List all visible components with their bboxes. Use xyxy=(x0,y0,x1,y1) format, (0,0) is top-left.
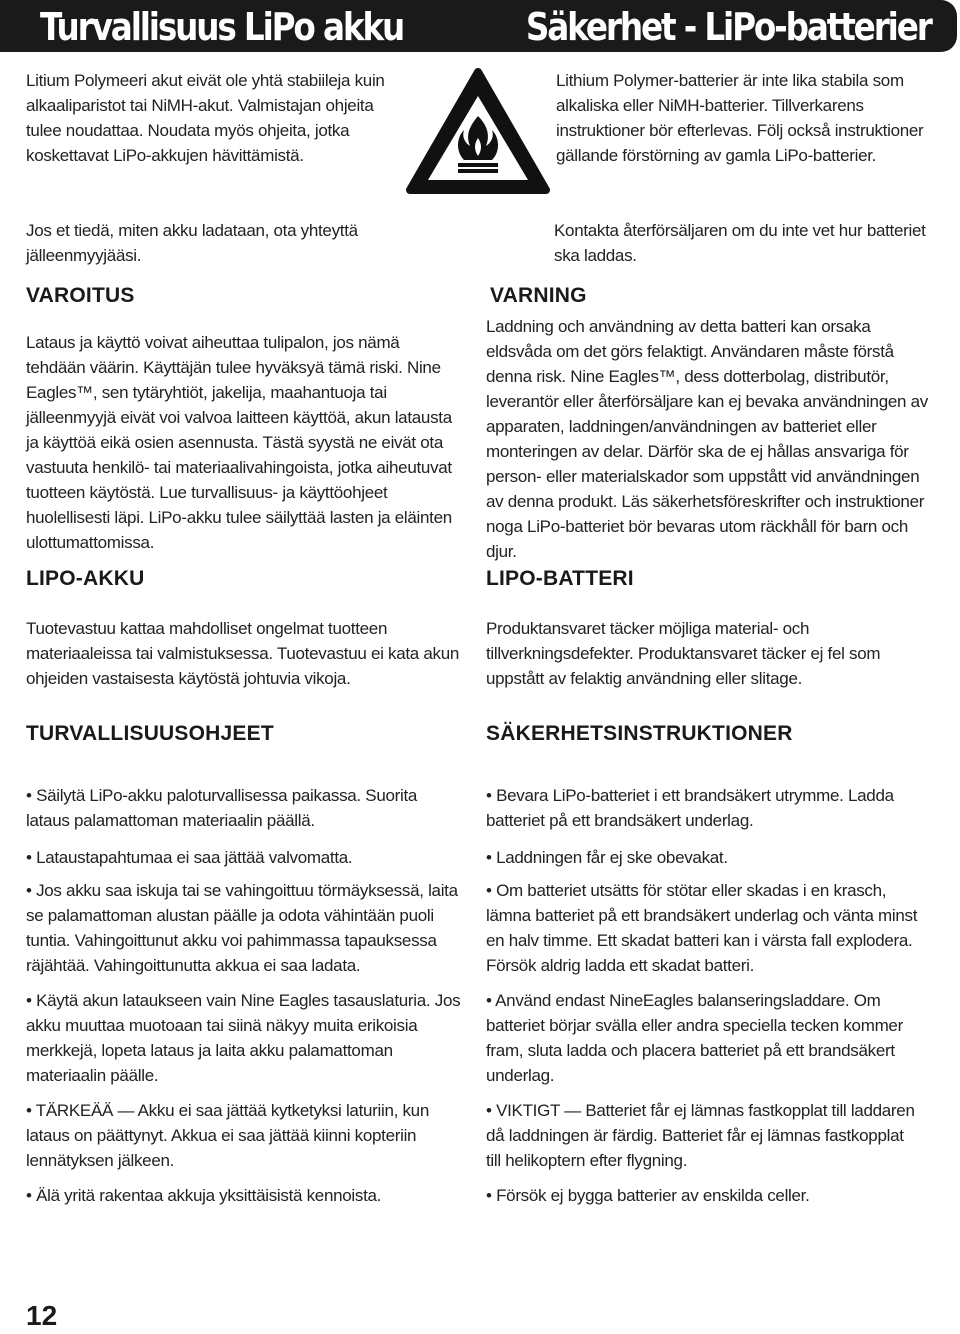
fi-bullet-6: • Älä yritä rakentaa akkuja yksittäisistä kennoista. xyxy=(26,1183,462,1208)
fi-bullet-2: • Lataustapahtumaa ei saa jättää valvomatta. xyxy=(26,845,462,870)
sv-intro: Lithium Polymer-batterier är inte lika stabila som alkaliska eller NiMH-batterier. Tillverkarens instruktioner bör efterlevas. Följ också instruktioner gällande förstörning av gamla LiPo-batterier. xyxy=(556,71,924,165)
sv-warning-heading: VARNING xyxy=(490,284,587,307)
fi-bullet-5: • TÄRKEÄÄ — Akku ei saa jättää kytketyksi laturiin, kun lataus on päättynyt. Akkua ei saa jättää kiinni kopteriin lennätyksen jälkeen. xyxy=(26,1098,462,1173)
fi-bullet-1: • Säilytä LiPo-akku paloturvallisessa paikassa. Suorita lataus palamattoman materiaalin päällä. xyxy=(26,783,462,833)
sv-bullet-1: • Bevara LiPo-batteriet i ett brandsäkert utrymme. Ladda batteriet på ett brandsäkert underlag. xyxy=(486,783,922,833)
header-bar xyxy=(0,0,957,52)
fire-warning-triangle-icon xyxy=(404,66,552,196)
fi-charge-note: Jos et tiedä, miten akku ladataan, ota yhteyttä jälleenmyyjääsi. xyxy=(26,221,358,265)
fi-bullet-4: • Käytä akun lataukseen vain Nine Eagles tasauslaturia. Jos akku muuttaa muotoaan tai siinä näkyy muita erikoisia merkkejä, lopeta lataus ja laita akku palamattoman materiaalin päälle. xyxy=(26,988,462,1088)
sv-bullet-4: • Använd endast NineEagles balanseringsladdare. Om batteriet börjar svälla eller andra speciella tecken kommer fram, sluta ladda och placera batteriet på ett brandsäkert underlag. xyxy=(486,988,922,1088)
fi-warning-text: Lataus ja käyttö voivat aiheuttaa tulipalon, jos nämä tehdään väärin. Käyttäjän tulee hyväksyä tämä riski. Nine Eagles™, sen tytäryhtiöt, jakelija, maahantuoja tai jälleenmyyjä eivät voi valvoa laitteen käyttöä, akun latausta ja käyttöä eikä osien asennusta. Tästä syystä ne eivät ota vastuuta henkilö- tai materiaalivahingoista, jotka aiheutuvat tuotteen käytöstä. Lue turvallisuus- ja käyttöohjeet huolellisesti läpi. LiPo-akku tulee säilyttää lasten ja eläinten ulottumattomissa. xyxy=(26,333,452,552)
sv-charge-note: Kontakta återförsäljaren om du inte vet hur batteriet ska laddas. xyxy=(554,221,926,265)
fi-safety-heading: TURVALLISUUSOHJEET xyxy=(26,722,274,745)
fi-lipo-text: Tuotevastuu kattaa mahdolliset ongelmat tuotteen materiaaleissa tai valmistuksessa. Tuotevastuu ei kata akun ohjeiden vastaisesta käytöstä johtuvia vikoja. xyxy=(26,619,460,688)
page-number: 12 xyxy=(26,1300,58,1331)
fi-bullet-3: • Jos akku saa iskuja tai se vahingoittuu törmäyksessä, laita se palamattoman alustan päälle ja odota vähintään puoli tuntia. Vahingoittunut akku voi pahimmassa tapauksessa räjähtää. Vahingoittunutta akkua ei saa ladata. xyxy=(26,878,462,978)
sv-bullet-5: • VIKTIGT — Batteriet får ej lämnas fastkopplat till laddaren då laddningen är färdig. Batteriet får ej lämnas fastkopplat till helikoptern efter flygning. xyxy=(486,1098,922,1173)
swedish-title: Säkerhet - LiPo-batterier xyxy=(526,5,931,49)
sv-bullet-2: • Laddningen får ej ske obevakat. xyxy=(486,845,922,870)
sv-lipo-heading: LIPO-BATTERI xyxy=(486,567,634,590)
sv-bullet-6: • Försök ej bygga batterier av enskilda celler. xyxy=(486,1183,922,1208)
sv-warning-text: Laddning och användning av detta batteri kan orsaka eldsvåda om det görs felaktigt. Användaren måste förstå denna risk. Nine Eagles™, dess dotterbolag, distributör, leverantör eller återförsäljare kan ej bevaka användningen av apparaten, laddningen/användningen av batteriet eller monteringen av delar. Därför ska de ej hållas ansvariga för person- eller materialskador som uppstått vid användningen av denna produkt. Läs säkerhetsföreskrifter och instruktioner noga LiPo-batteriet bör bevaras utom räckhåll för barn och djur. xyxy=(486,317,928,561)
fi-intro: Litium Polymeeri akut eivät ole yhtä stabiileja kuin alkaaliparistot tai NiMH-akut. Valmistajan ohjeita tulee noudattaa. Noudata myös ohjeita, jotka koskettavat LiPo-akkujen hävittämistä. xyxy=(26,71,385,165)
sv-safety-heading: SÄKERHETSINSTRUKTIONER xyxy=(486,722,793,745)
sv-lipo-text: Produktansvaret täcker möjliga material- och tillverkningsdefekter. Produktansvaret täcker ej fel som uppstått av felaktig användning eller slitage. xyxy=(486,619,881,688)
fi-warning-heading: VAROITUS xyxy=(26,284,135,307)
fi-lipo-heading: LIPO-AKKU xyxy=(26,567,145,590)
finnish-title: Turvallisuus LiPo akku xyxy=(40,5,404,49)
sv-bullet-3: • Om batteriet utsätts för stötar eller skadas i en krasch, lämna batteriet på ett brandsäkert underlag och vänta minst en halv timme. Ett skadat batteri kan i värsta fall explodera. Försök aldrig ladda ett skadat batteri. xyxy=(486,878,922,978)
